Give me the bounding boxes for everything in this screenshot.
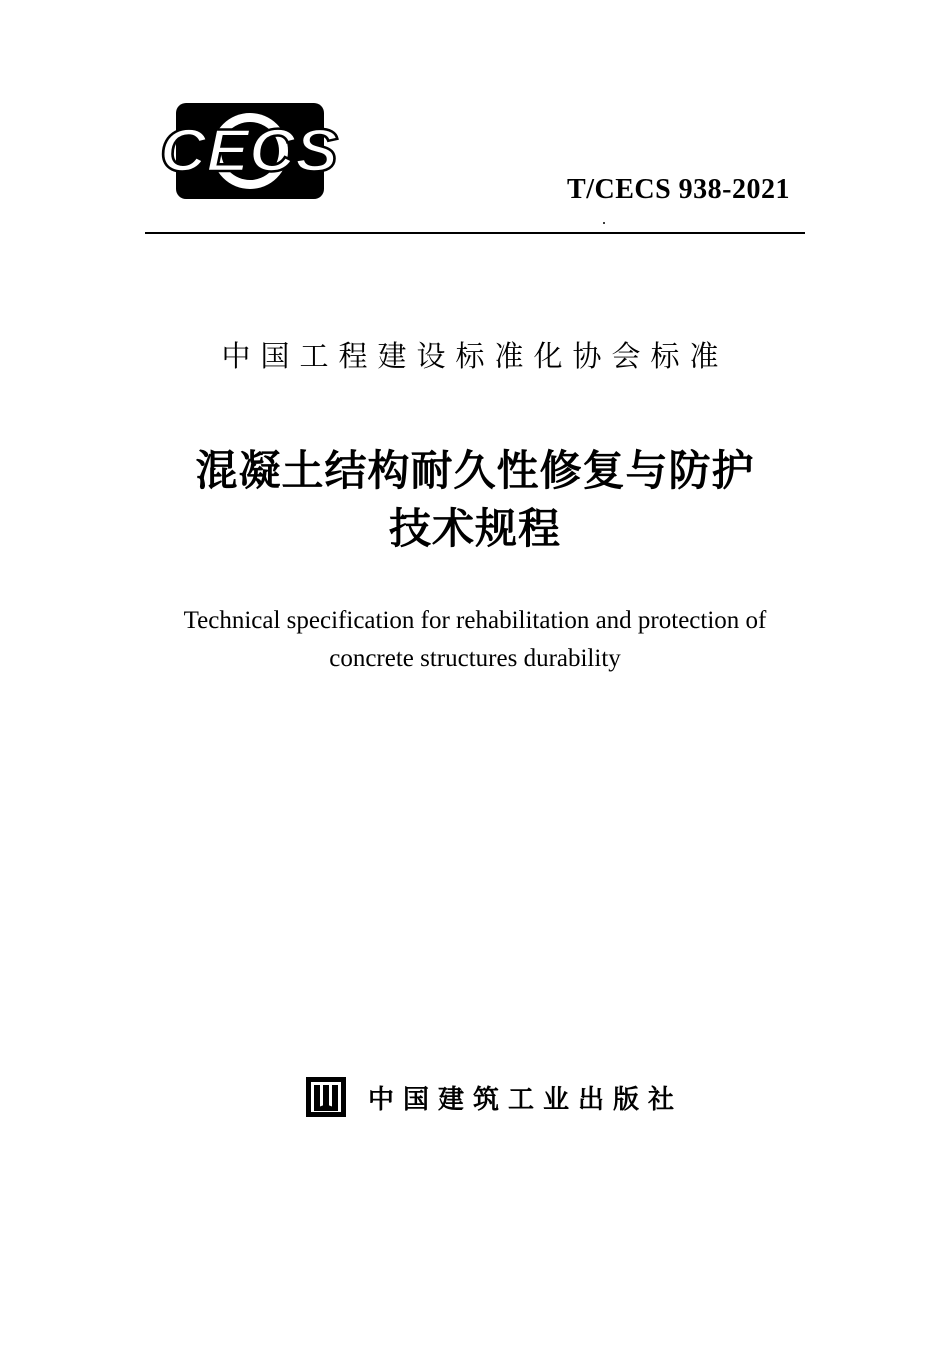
- publisher-mark-icon: [304, 1075, 348, 1119]
- title-english-line-1: Technical specification for rehabilitation and protection of: [183, 607, 767, 634]
- title-chinese-line-2: 技术规程: [388, 504, 561, 553]
- title-chinese: [0, 442, 950, 558]
- svg-text:CECS: CECS: [160, 117, 338, 184]
- standard-number: T/CECS 938-2021: [567, 174, 790, 205]
- title-english-line-2: concrete structures durability: [329, 645, 621, 672]
- publisher: [304, 1075, 683, 1119]
- publisher-name: 中国建筑工业出版社: [368, 1084, 684, 1115]
- title-english: [0, 602, 950, 678]
- rule-dot: [603, 222, 605, 224]
- cecs-logo: [158, 100, 340, 202]
- header-divider: [145, 232, 805, 234]
- association-heading: 中国工程建设标准化协会标准: [221, 339, 729, 373]
- title-chinese-line-1: 混凝土结构耐久性修复与防护: [195, 446, 755, 495]
